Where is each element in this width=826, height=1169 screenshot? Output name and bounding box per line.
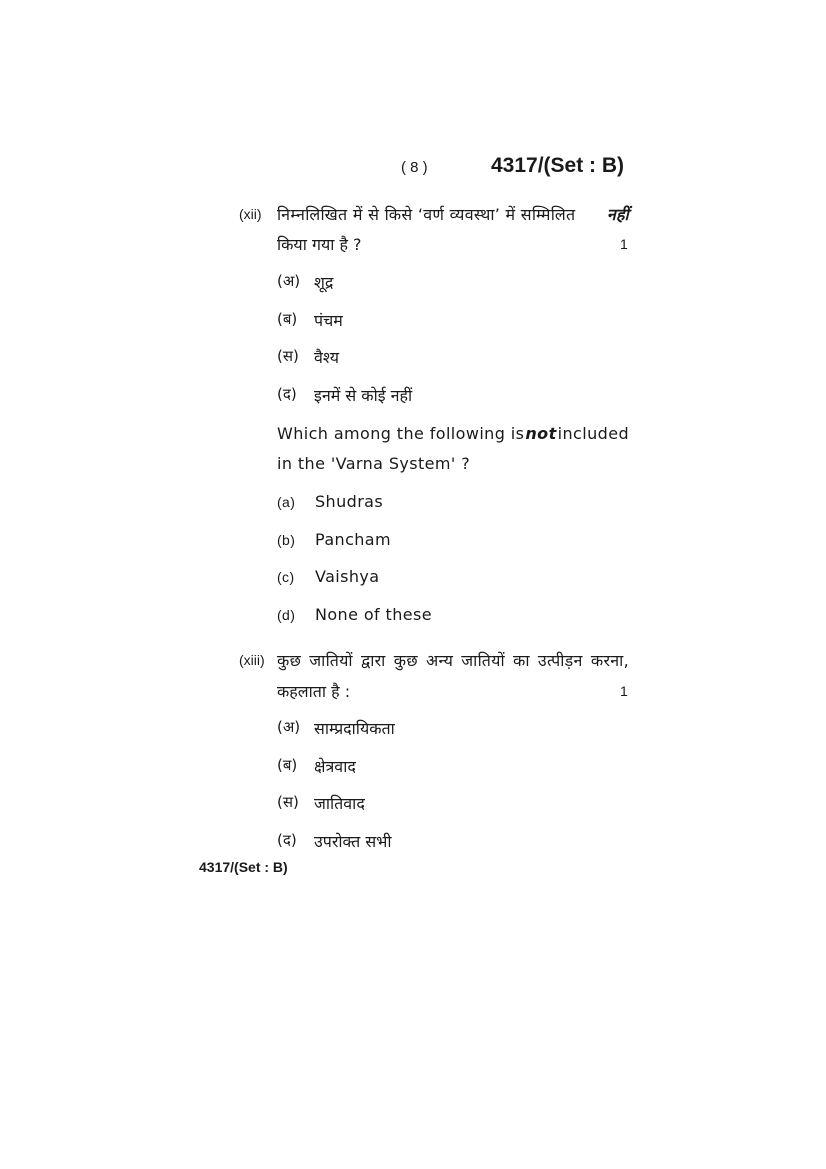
question-text-english: Which among the following is: [277, 424, 525, 443]
option-hindi-a: [277, 271, 334, 292]
option-text: उपरोक्त सभी: [314, 832, 392, 851]
option-text: क्षेत्रवाद: [314, 757, 356, 776]
option-hindi-d: [277, 830, 392, 851]
question-text-hindi-line2: कहलाता है :: [277, 682, 351, 701]
option-english-c: [277, 567, 380, 586]
option-english-b: [277, 530, 392, 549]
option-label: (d): [277, 607, 296, 623]
paper-code-header: 4317/(Set : B): [491, 154, 625, 177]
option-text: Pancham: [315, 530, 392, 549]
option-label: (a): [277, 494, 296, 510]
question-number: (xiii): [239, 652, 265, 668]
option-english-d: [277, 605, 432, 624]
option-text: जातिवाद: [314, 794, 365, 813]
option-text: शूद्र: [314, 273, 334, 292]
option-label: (द): [277, 385, 297, 403]
option-label: (द): [277, 831, 297, 849]
option-hindi-b: [277, 309, 343, 330]
option-label: (b): [277, 532, 296, 548]
option-label: (स): [277, 793, 299, 811]
option-hindi-a: [277, 717, 395, 738]
marks: 1: [620, 236, 628, 252]
question-text-hindi: निम्नलिखित में से किसे ‘वर्ण व्यवस्था’ में सम्मिलित: [277, 205, 576, 224]
option-label: (ब): [277, 310, 298, 328]
option-english-a: [277, 492, 384, 511]
option-hindi-b: [277, 755, 356, 776]
option-text: Vaishya: [315, 567, 380, 586]
option-label: (अ): [277, 272, 301, 290]
option-label: (c): [277, 569, 295, 585]
option-text: None of these: [315, 605, 432, 624]
option-label: (स): [277, 347, 299, 365]
emphasis-word-hindi: नहीं: [606, 205, 629, 224]
question-number: (xii): [239, 206, 262, 222]
question-text-hindi-line1: कुछ जातियों द्वारा कुछ अन्य जातियों का उत्पीड़न करना,: [277, 651, 629, 670]
emphasis-word-english: not: [525, 424, 557, 443]
question-text-hindi-line2: किया गया है ?: [277, 235, 362, 254]
option-hindi-d: [277, 384, 413, 405]
option-label: (ब): [277, 756, 298, 774]
question-text-hindi-line1: [277, 203, 629, 225]
option-text: Shudras: [315, 492, 384, 511]
option-label: (अ): [277, 718, 301, 736]
option-text: पंचम: [314, 311, 343, 330]
option-text: साम्प्रदायिकता: [314, 719, 395, 738]
question-text-english-end: included: [557, 424, 629, 443]
option-hindi-c: [277, 792, 365, 813]
option-hindi-c: [277, 346, 339, 367]
question-text-english-line2: in the 'Varna System' ?: [277, 454, 471, 473]
question-text-english-line1: [277, 424, 629, 443]
option-text: इनमें से कोई नहीं: [314, 386, 413, 405]
page-number: ( 8 ): [401, 159, 428, 176]
paper-code-footer: 4317/(Set : B): [199, 859, 288, 875]
marks: 1: [620, 683, 628, 699]
option-text: वैश्य: [314, 348, 339, 367]
